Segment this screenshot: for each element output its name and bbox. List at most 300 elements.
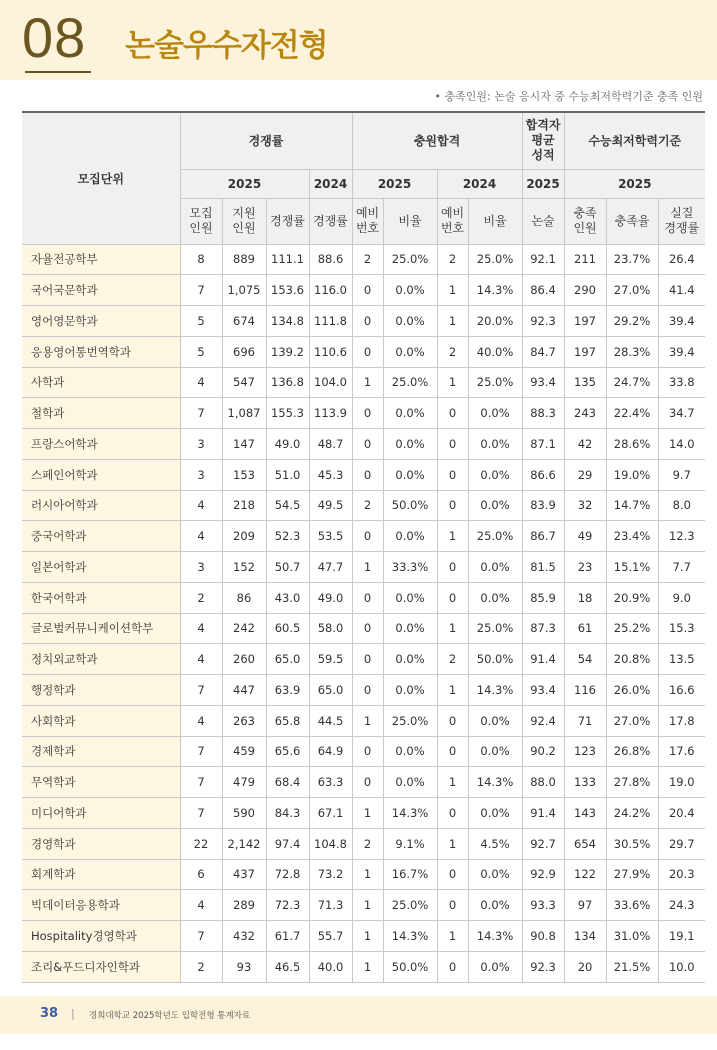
cell-waitlist-2024: 0 [437, 490, 468, 521]
page-footer [0, 996, 717, 1034]
cell-rate-2024: 55.7 [309, 921, 352, 952]
cell-met-count: 122 [564, 859, 606, 890]
cell-ratio-2025: 0.0% [383, 675, 437, 706]
cell-apply: 590 [222, 798, 266, 829]
cell-ratio-2025: 0.0% [383, 306, 437, 337]
page-header [0, 0, 717, 80]
cell-apply: 86 [222, 582, 266, 613]
cell-essay: 85.9 [522, 582, 564, 613]
cell-recruit: 4 [180, 613, 222, 644]
cell-apply: 152 [222, 552, 266, 583]
cell-dept: 회계학과 [22, 859, 180, 890]
header-year-2024-additional: 2024 [437, 169, 522, 198]
cell-rate: 153.6 [266, 275, 309, 306]
cell-ratio-2025: 0.0% [383, 767, 437, 798]
cell-essay: 91.4 [522, 644, 564, 675]
cell-recruit: 3 [180, 459, 222, 490]
col-met-count: 충족 인원 [564, 198, 606, 244]
cell-met-count: 134 [564, 921, 606, 952]
cell-met-rate: 27.9% [606, 859, 658, 890]
cell-rate-2024: 110.6 [309, 336, 352, 367]
cell-essay: 81.5 [522, 552, 564, 583]
cell-waitlist-2024: 2 [437, 244, 468, 275]
cell-ratio-2025: 50.0% [383, 490, 437, 521]
cell-rate: 60.5 [266, 613, 309, 644]
cell-met-count: 49 [564, 521, 606, 552]
col-rate: 경쟁률 [266, 198, 309, 244]
header-avg-grade: 합격자 평균 성적 [522, 112, 564, 169]
cell-essay: 93.4 [522, 675, 564, 706]
cell-rate: 134.8 [266, 306, 309, 337]
cell-met-rate: 28.6% [606, 429, 658, 460]
cell-met-count: 29 [564, 459, 606, 490]
cell-waitlist-2024: 1 [437, 921, 468, 952]
header-additional: 충원합격 [352, 112, 522, 169]
cell-waitlist-2024: 2 [437, 336, 468, 367]
cell-essay: 87.1 [522, 429, 564, 460]
cell-met-count: 135 [564, 367, 606, 398]
table-row [22, 398, 705, 429]
cell-rate-2024: 67.1 [309, 798, 352, 829]
cell-rate-2024: 111.8 [309, 306, 352, 337]
cell-rate-2024: 58.0 [309, 613, 352, 644]
cell-recruit: 7 [180, 398, 222, 429]
cell-ratio-2025: 0.0% [383, 736, 437, 767]
cell-waitlist-2025: 0 [352, 521, 383, 552]
table-row [22, 244, 705, 275]
col-recruit: 모집 인원 [180, 198, 222, 244]
cell-real-rate: 33.8 [658, 367, 705, 398]
table-body [22, 244, 705, 982]
cell-apply: 547 [222, 367, 266, 398]
cell-met-count: 143 [564, 798, 606, 829]
cell-met-rate: 15.1% [606, 552, 658, 583]
cell-dept: 중국어학과 [22, 521, 180, 552]
header-year-2025-additional: 2025 [352, 169, 437, 198]
cell-essay: 86.4 [522, 275, 564, 306]
cell-apply: 432 [222, 921, 266, 952]
cell-recruit: 6 [180, 859, 222, 890]
cell-rate: 51.0 [266, 459, 309, 490]
cell-waitlist-2025: 0 [352, 613, 383, 644]
cell-waitlist-2025: 0 [352, 275, 383, 306]
cell-rate: 72.3 [266, 890, 309, 921]
cell-rate-2024: 104.0 [309, 367, 352, 398]
cell-rate: 49.0 [266, 429, 309, 460]
cell-essay: 90.2 [522, 736, 564, 767]
cell-real-rate: 39.4 [658, 306, 705, 337]
chapter-number: 08 [22, 6, 87, 69]
col-ratio-2024: 비율 [468, 198, 522, 244]
cell-ratio-2024: 0.0% [468, 951, 522, 982]
cell-real-rate: 34.7 [658, 398, 705, 429]
cell-ratio-2024: 0.0% [468, 490, 522, 521]
cell-essay: 92.1 [522, 244, 564, 275]
cell-ratio-2025: 0.0% [383, 275, 437, 306]
cell-waitlist-2025: 0 [352, 398, 383, 429]
cell-met-rate: 14.7% [606, 490, 658, 521]
cell-essay: 93.3 [522, 890, 564, 921]
cell-ratio-2025: 0.0% [383, 582, 437, 613]
cell-recruit: 4 [180, 490, 222, 521]
cell-essay: 92.9 [522, 859, 564, 890]
cell-real-rate: 15.3 [658, 613, 705, 644]
table-note: • 충족인원: 논술 응시자 중 수능최저학력기준 충족 인원 [434, 90, 703, 103]
cell-real-rate: 19.1 [658, 921, 705, 952]
cell-ratio-2024: 0.0% [468, 890, 522, 921]
cell-apply: 209 [222, 521, 266, 552]
cell-essay: 90.8 [522, 921, 564, 952]
cell-apply: 153 [222, 459, 266, 490]
cell-met-count: 18 [564, 582, 606, 613]
table-row [22, 336, 705, 367]
cell-apply: 1,087 [222, 398, 266, 429]
cell-rate-2024: 63.3 [309, 767, 352, 798]
table-row [22, 459, 705, 490]
cell-recruit: 7 [180, 921, 222, 952]
cell-rate-2024: 113.9 [309, 398, 352, 429]
cell-apply: 674 [222, 306, 266, 337]
cell-waitlist-2024: 1 [437, 828, 468, 859]
header-unit: 모집단위 [22, 112, 180, 244]
cell-met-rate: 27.0% [606, 275, 658, 306]
cell-met-count: 97 [564, 890, 606, 921]
cell-rate-2024: 53.5 [309, 521, 352, 552]
cell-ratio-2025: 0.0% [383, 459, 437, 490]
cell-dept: 사회학과 [22, 705, 180, 736]
cell-ratio-2024: 0.0% [468, 736, 522, 767]
cell-recruit: 8 [180, 244, 222, 275]
cell-ratio-2024: 0.0% [468, 552, 522, 583]
cell-rate-2024: 116.0 [309, 275, 352, 306]
cell-waitlist-2024: 1 [437, 521, 468, 552]
cell-waitlist-2024: 1 [437, 275, 468, 306]
cell-met-rate: 26.0% [606, 675, 658, 706]
cell-met-count: 290 [564, 275, 606, 306]
table-row [22, 521, 705, 552]
header-year-2025-grade: 2025 [522, 169, 564, 198]
cell-waitlist-2024: 1 [437, 767, 468, 798]
cell-apply: 147 [222, 429, 266, 460]
header-year-2024-competition: 2024 [309, 169, 352, 198]
cell-met-count: 133 [564, 767, 606, 798]
cell-essay: 86.6 [522, 459, 564, 490]
cell-waitlist-2025: 0 [352, 736, 383, 767]
cell-dept: 응용영어통번역학과 [22, 336, 180, 367]
cell-waitlist-2024: 1 [437, 306, 468, 337]
cell-ratio-2024: 25.0% [468, 613, 522, 644]
table-row [22, 367, 705, 398]
cell-rate-2024: 40.0 [309, 951, 352, 982]
table-row [22, 429, 705, 460]
table-row [22, 736, 705, 767]
cell-real-rate: 10.0 [658, 951, 705, 982]
cell-real-rate: 12.3 [658, 521, 705, 552]
cell-rate-2024: 64.9 [309, 736, 352, 767]
cell-rate-2024: 47.7 [309, 552, 352, 583]
cell-rate: 155.3 [266, 398, 309, 429]
cell-rate-2024: 59.5 [309, 644, 352, 675]
cell-ratio-2024: 14.3% [468, 275, 522, 306]
cell-dept: 글로벌커뮤니케이션학부 [22, 613, 180, 644]
cell-met-rate: 31.0% [606, 921, 658, 952]
cell-dept: 일본어학과 [22, 552, 180, 583]
table-row [22, 705, 705, 736]
cell-apply: 696 [222, 336, 266, 367]
cell-met-rate: 24.7% [606, 367, 658, 398]
col-real-rate: 실질 경쟁률 [658, 198, 705, 244]
cell-dept: 경제학과 [22, 736, 180, 767]
cell-met-count: 42 [564, 429, 606, 460]
cell-recruit: 3 [180, 429, 222, 460]
cell-ratio-2025: 16.7% [383, 859, 437, 890]
cell-met-rate: 27.0% [606, 705, 658, 736]
cell-recruit: 2 [180, 582, 222, 613]
cell-met-count: 211 [564, 244, 606, 275]
cell-real-rate: 26.4 [658, 244, 705, 275]
cell-waitlist-2025: 1 [352, 552, 383, 583]
table-row [22, 859, 705, 890]
cell-waitlist-2024: 0 [437, 459, 468, 490]
cell-recruit: 4 [180, 367, 222, 398]
cell-waitlist-2025: 0 [352, 767, 383, 798]
cell-recruit: 4 [180, 705, 222, 736]
cell-waitlist-2025: 1 [352, 705, 383, 736]
cell-waitlist-2025: 1 [352, 798, 383, 829]
cell-met-rate: 33.6% [606, 890, 658, 921]
header-competition: 경쟁률 [180, 112, 352, 169]
cell-waitlist-2025: 1 [352, 859, 383, 890]
cell-waitlist-2024: 2 [437, 644, 468, 675]
cell-rate: 65.6 [266, 736, 309, 767]
cell-waitlist-2024: 0 [437, 890, 468, 921]
cell-waitlist-2024: 0 [437, 798, 468, 829]
cell-apply: 263 [222, 705, 266, 736]
cell-recruit: 5 [180, 306, 222, 337]
table-row [22, 890, 705, 921]
cell-apply: 479 [222, 767, 266, 798]
cell-met-rate: 23.4% [606, 521, 658, 552]
cell-rate-2024: 71.3 [309, 890, 352, 921]
cell-recruit: 7 [180, 798, 222, 829]
cell-met-rate: 22.4% [606, 398, 658, 429]
cell-met-rate: 30.5% [606, 828, 658, 859]
cell-waitlist-2024: 0 [437, 859, 468, 890]
cell-real-rate: 24.3 [658, 890, 705, 921]
cell-ratio-2024: 0.0% [468, 459, 522, 490]
cell-waitlist-2024: 0 [437, 736, 468, 767]
cell-waitlist-2025: 1 [352, 367, 383, 398]
cell-recruit: 22 [180, 828, 222, 859]
cell-rate-2024: 49.5 [309, 490, 352, 521]
cell-waitlist-2025: 2 [352, 244, 383, 275]
cell-waitlist-2025: 0 [352, 429, 383, 460]
cell-recruit: 7 [180, 767, 222, 798]
cell-waitlist-2025: 0 [352, 336, 383, 367]
cell-waitlist-2024: 1 [437, 613, 468, 644]
cell-dept: 영어영문학과 [22, 306, 180, 337]
col-met-rate: 충족율 [606, 198, 658, 244]
cell-waitlist-2024: 1 [437, 675, 468, 706]
cell-waitlist-2024: 0 [437, 582, 468, 613]
cell-met-count: 61 [564, 613, 606, 644]
cell-apply: 218 [222, 490, 266, 521]
cell-essay: 93.4 [522, 367, 564, 398]
cell-dept: 철학과 [22, 398, 180, 429]
cell-rate: 50.7 [266, 552, 309, 583]
cell-met-rate: 21.5% [606, 951, 658, 982]
cell-rate-2024: 45.3 [309, 459, 352, 490]
cell-rate: 52.3 [266, 521, 309, 552]
cell-ratio-2025: 0.0% [383, 521, 437, 552]
cell-apply: 93 [222, 951, 266, 982]
cell-recruit: 3 [180, 552, 222, 583]
cell-ratio-2025: 14.3% [383, 921, 437, 952]
cell-waitlist-2025: 0 [352, 459, 383, 490]
cell-dept: 한국어학과 [22, 582, 180, 613]
cell-apply: 242 [222, 613, 266, 644]
cell-recruit: 4 [180, 521, 222, 552]
cell-ratio-2024: 14.3% [468, 767, 522, 798]
cell-apply: 889 [222, 244, 266, 275]
table-row [22, 613, 705, 644]
cell-dept: 국어국문학과 [22, 275, 180, 306]
cell-recruit: 7 [180, 675, 222, 706]
cell-ratio-2024: 4.5% [468, 828, 522, 859]
table-row [22, 675, 705, 706]
cell-essay: 88.0 [522, 767, 564, 798]
cell-met-rate: 25.2% [606, 613, 658, 644]
cell-ratio-2024: 25.0% [468, 521, 522, 552]
col-ratio-2025: 비율 [383, 198, 437, 244]
cell-rate: 68.4 [266, 767, 309, 798]
cell-real-rate: 8.0 [658, 490, 705, 521]
cell-waitlist-2024: 0 [437, 429, 468, 460]
cell-waitlist-2025: 0 [352, 306, 383, 337]
cell-dept: Hospitality경영학과 [22, 921, 180, 952]
cell-rate: 43.0 [266, 582, 309, 613]
cell-rate: 97.4 [266, 828, 309, 859]
cell-waitlist-2025: 0 [352, 582, 383, 613]
cell-recruit: 5 [180, 336, 222, 367]
cell-essay: 92.4 [522, 705, 564, 736]
cell-rate: 111.1 [266, 244, 309, 275]
cell-met-rate: 24.2% [606, 798, 658, 829]
cell-dept: 경영학과 [22, 828, 180, 859]
cell-ratio-2024: 0.0% [468, 798, 522, 829]
cell-waitlist-2025: 1 [352, 951, 383, 982]
cell-dept: 스페인어학과 [22, 459, 180, 490]
cell-essay: 92.3 [522, 306, 564, 337]
cell-met-count: 23 [564, 552, 606, 583]
cell-essay: 92.3 [522, 951, 564, 982]
cell-dept: 무역학과 [22, 767, 180, 798]
cell-rate: 63.9 [266, 675, 309, 706]
cell-met-rate: 28.3% [606, 336, 658, 367]
cell-real-rate: 13.5 [658, 644, 705, 675]
table-row [22, 490, 705, 521]
cell-met-count: 197 [564, 336, 606, 367]
cell-ratio-2024: 0.0% [468, 429, 522, 460]
cell-rate-2024: 88.6 [309, 244, 352, 275]
header-year-2025-standard: 2025 [564, 169, 705, 198]
cell-recruit: 7 [180, 275, 222, 306]
cell-dept: 러시아어학과 [22, 490, 180, 521]
cell-real-rate: 17.8 [658, 705, 705, 736]
cell-rate: 136.8 [266, 367, 309, 398]
cell-ratio-2025: 0.0% [383, 336, 437, 367]
cell-real-rate: 14.0 [658, 429, 705, 460]
cell-apply: 459 [222, 736, 266, 767]
cell-essay: 92.7 [522, 828, 564, 859]
cell-ratio-2025: 0.0% [383, 613, 437, 644]
cell-rate: 46.5 [266, 951, 309, 982]
cell-dept: 행정학과 [22, 675, 180, 706]
cell-rate-2024: 65.0 [309, 675, 352, 706]
cell-ratio-2024: 50.0% [468, 644, 522, 675]
chapter-underline [25, 71, 91, 73]
cell-real-rate: 29.7 [658, 828, 705, 859]
header-min-standard: 수능최저학력기준 [564, 112, 705, 169]
cell-met-rate: 26.8% [606, 736, 658, 767]
cell-ratio-2025: 25.0% [383, 705, 437, 736]
cell-ratio-2025: 14.3% [383, 798, 437, 829]
cell-ratio-2024: 40.0% [468, 336, 522, 367]
cell-met-rate: 20.8% [606, 644, 658, 675]
cell-ratio-2024: 0.0% [468, 859, 522, 890]
cell-rate-2024: 44.5 [309, 705, 352, 736]
cell-ratio-2025: 33.3% [383, 552, 437, 583]
cell-met-rate: 23.7% [606, 244, 658, 275]
table-row [22, 828, 705, 859]
cell-ratio-2024: 20.0% [468, 306, 522, 337]
cell-rate: 54.5 [266, 490, 309, 521]
cell-waitlist-2025: 1 [352, 890, 383, 921]
cell-waitlist-2025: 2 [352, 828, 383, 859]
col-rate-2024: 경쟁률 [309, 198, 352, 244]
cell-ratio-2024: 0.0% [468, 705, 522, 736]
cell-ratio-2025: 25.0% [383, 244, 437, 275]
cell-essay: 84.7 [522, 336, 564, 367]
cell-rate: 72.8 [266, 859, 309, 890]
footer-text: 경희대학교 2025학년도 입학전형 통계자료 [89, 1011, 251, 1021]
cell-met-rate: 19.0% [606, 459, 658, 490]
cell-ratio-2025: 0.0% [383, 429, 437, 460]
cell-apply: 2,142 [222, 828, 266, 859]
cell-rate-2024: 49.0 [309, 582, 352, 613]
cell-rate: 61.7 [266, 921, 309, 952]
table-row [22, 767, 705, 798]
cell-rate: 65.0 [266, 644, 309, 675]
col-waitlist-2025: 예비 번호 [352, 198, 383, 244]
table-row [22, 582, 705, 613]
cell-rate-2024: 73.2 [309, 859, 352, 890]
cell-met-count: 654 [564, 828, 606, 859]
statistics-table [22, 111, 705, 983]
cell-real-rate: 41.4 [658, 275, 705, 306]
table-row [22, 552, 705, 583]
table-row [22, 644, 705, 675]
cell-real-rate: 20.4 [658, 798, 705, 829]
cell-waitlist-2024: 0 [437, 398, 468, 429]
cell-met-count: 54 [564, 644, 606, 675]
cell-met-count: 123 [564, 736, 606, 767]
cell-real-rate: 39.4 [658, 336, 705, 367]
cell-met-count: 197 [564, 306, 606, 337]
cell-real-rate: 19.0 [658, 767, 705, 798]
col-waitlist-2024: 예비 번호 [437, 198, 468, 244]
cell-ratio-2025: 25.0% [383, 890, 437, 921]
